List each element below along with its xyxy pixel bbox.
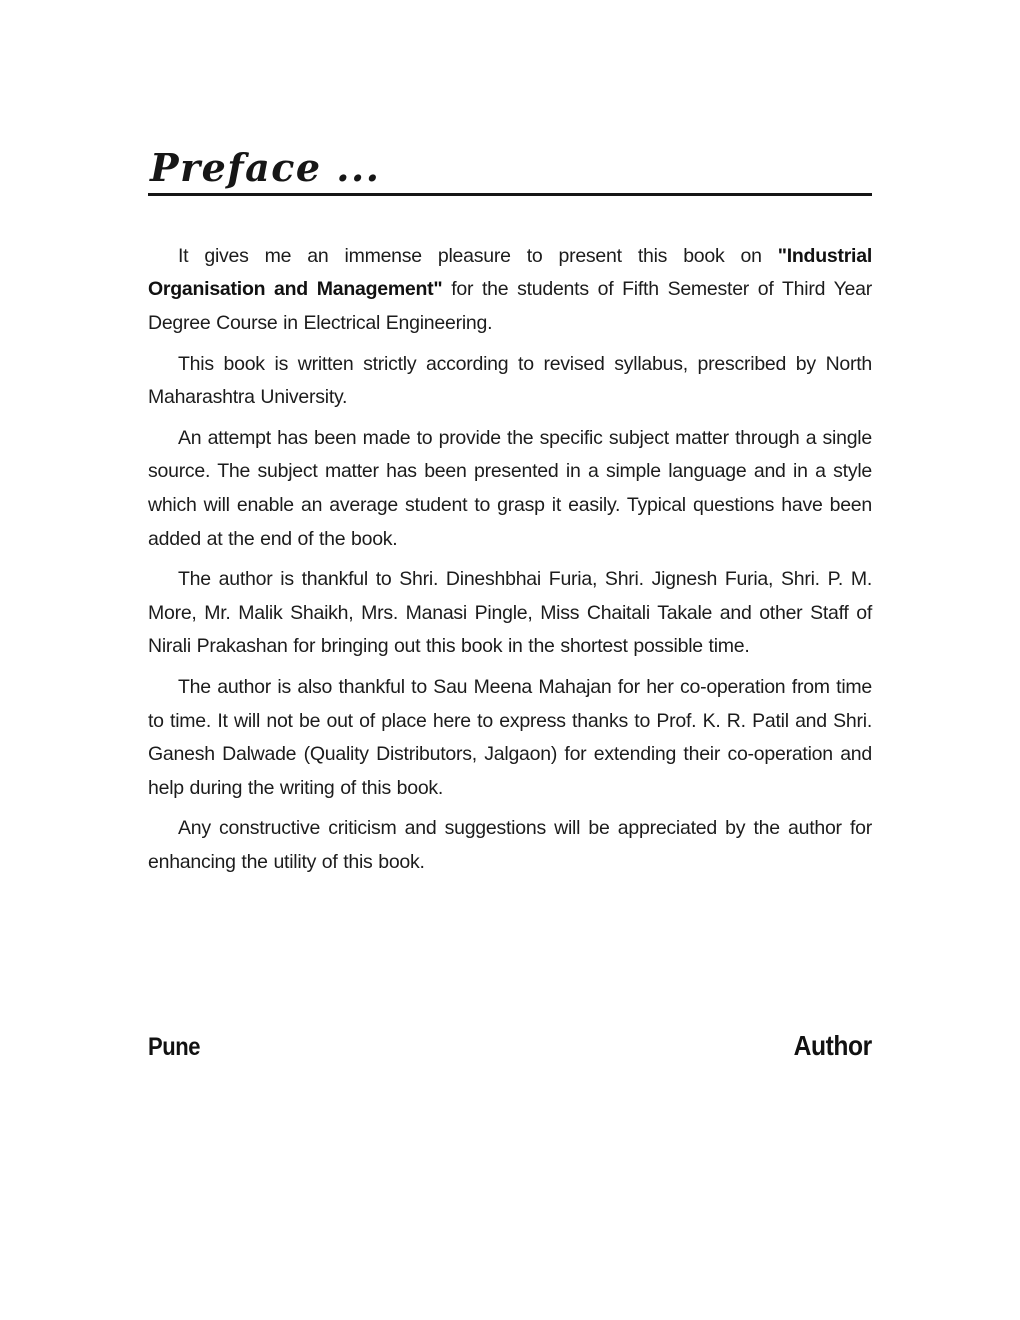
paragraph-intro xyxy=(148,240,872,341)
paragraph-intro-text-after: for the students of Fifth Semester of Third Year Degree Course in Electrical Engineering. xyxy=(148,278,872,335)
paragraph-approach: An attempt has been made to provide the specific subject matter through a single source. The subject matter has been presented in a simple language and in a style which will enable an average student to grasp it easily. Typical questions have been added at the end of the book. xyxy=(148,426,872,550)
paragraph-thanks-staff: The author is thankful to Shri. Dineshbhai Furia, Shri. Jignesh Furia, Shri. P. M. More, Mr. Malik Shaikh, Mrs. Manasi Pingle, Miss Chaitali Takale and other Staff of Nirali Prakashan for bringing out this book in the shortest possible time. xyxy=(148,568,872,658)
paragraph-criticism: Any constructive criticism and suggestions will be appreciated by the author for enhancing the utility of this book. xyxy=(148,817,872,873)
signature-author: Author xyxy=(793,1029,872,1061)
signature-place: Pune xyxy=(148,1032,201,1061)
signature-row xyxy=(148,1030,872,1062)
paragraph-thanks-others: The author is also thankful to Sau Meena Mahajan for her co-operation from time to time. It will not be out of place here to express thanks to Prof. K. R. Patil and Shri. Ganesh Dalwade (Quality Distributors, Jalgaon) for extending their co-operation and help during the writing of this book. xyxy=(148,676,872,799)
paragraph-intro-text-before: It gives me an immense pleasure to present this book on xyxy=(178,244,778,267)
book-title-bold: "Industrial Organisation and Management" xyxy=(148,244,872,301)
paragraph-syllabus: This book is written strictly according to revised syllabus, prescribed by North Maharashtra University. xyxy=(148,352,872,409)
page-header xyxy=(148,145,872,196)
page-title: Preface ... xyxy=(150,145,381,190)
title-underline xyxy=(148,193,872,196)
preface-body xyxy=(148,240,872,880)
